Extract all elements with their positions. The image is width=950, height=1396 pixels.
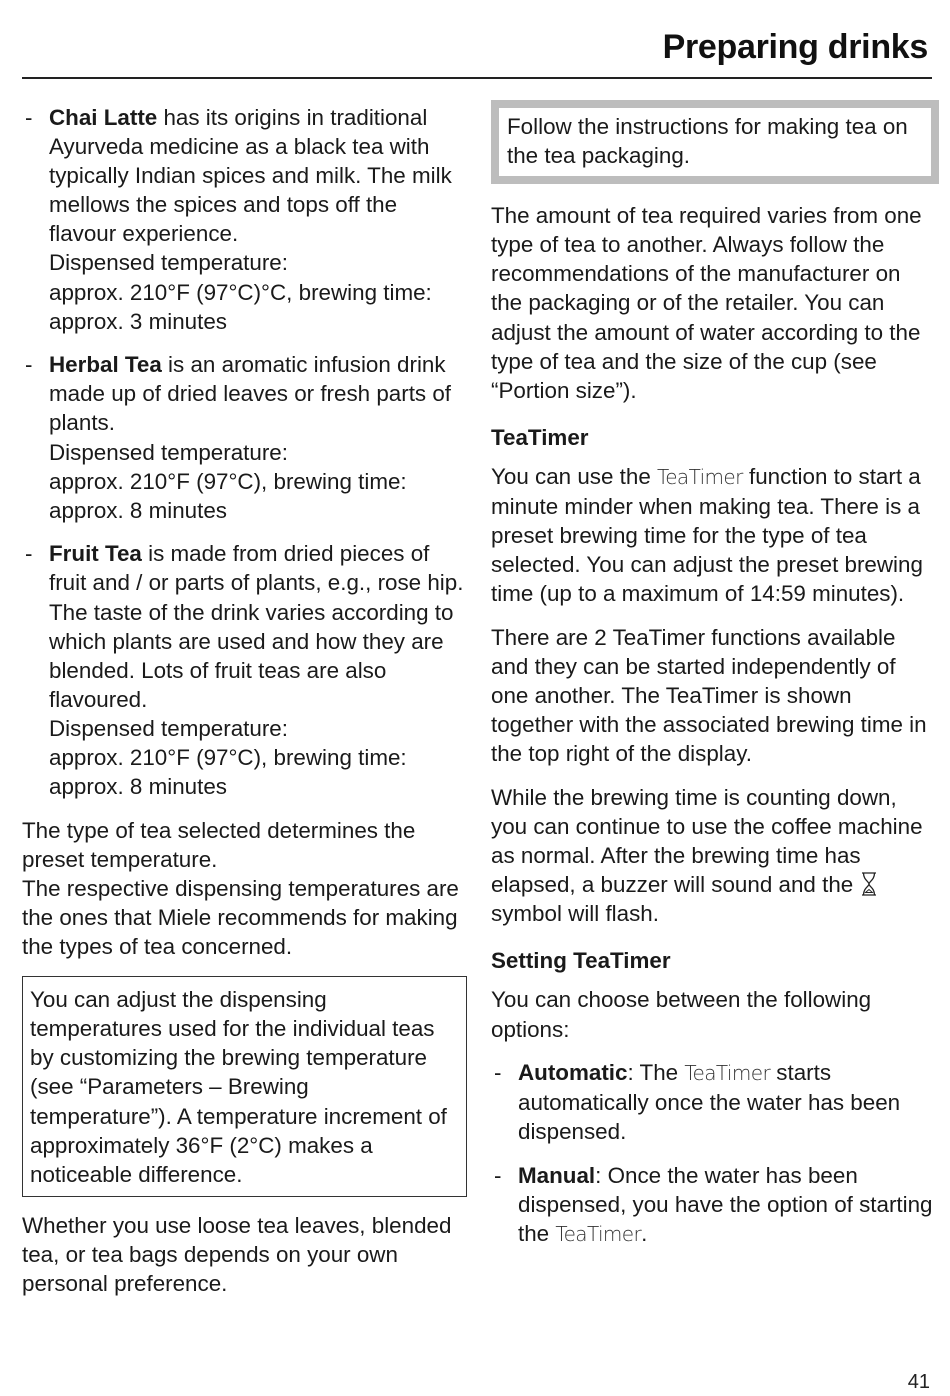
note-box-tea-packaging [491,100,939,184]
tea-item-fruit-tea [22,539,467,801]
temp-value: approx. 210°F (97°C), brewing time: approx. 8 minutes [49,468,407,523]
option-automatic [491,1058,933,1146]
type-selected-paragraph [22,816,467,961]
display-text-teatimer: TeaTimer [555,1222,642,1247]
page-number: 41 [907,1371,930,1393]
page-title: Preparing drinks [662,28,928,66]
list-dash: - [494,1162,502,1188]
tea-name: Herbal Tea [49,352,162,378]
note-box-dispensing-temperatures [22,976,467,1197]
text: function to start a minute minder when making tea. There is a preset brewing time for the type of tea selected. You can adjust the preset brewing time (up to a maximum of 14:59 minutes). [491,463,923,607]
type-selected-line-2: The respective dispensing temperatures are the ones that Miele recommends for making the types of tea concerned. [22,875,459,960]
note-text: You can adjust the dispensing temperatures used for the individual teas by customizing the brewing temperature (see “Parameters – Brewing temperature”). A temperature increment of approximately 36°F (2°C) makes a noticeable difference. [30,987,447,1187]
text: : The [627,1060,685,1086]
tea-name: Fruit Tea [49,541,142,567]
text: While the brewing time is counting down, you can continue to use the coffee machine as normal. After the brewing time has elapsed, a buzzer will sound and the [491,784,923,898]
setting-teatimer-heading: Setting TeaTimer [491,948,671,974]
text: You can use the [491,463,657,489]
text: . [641,1221,648,1247]
right-column [491,103,933,1264]
setting-intro: You can choose between the following options: [491,987,872,1042]
list-dash: - [25,105,33,130]
temp-value: approx. 210°F (97°C), brewing time: approx. 8 minutes [49,744,407,800]
list-dash: - [25,541,33,567]
teatimer-paragraph-2: There are 2 TeaTimer functions available and they can be started independently of one another. The TeaTimer is shown together with the associated brewing time in the top right of the display. [491,624,927,767]
teatimer-heading: TeaTimer [491,424,589,450]
temp-value: approx. 210°F (97°C)°C, brewing time: approx. 3 minutes [49,279,432,334]
preference-paragraph: Whether you use loose tea leaves, blended tea, or tea bags depends on your own personal preference. [22,1213,452,1297]
temp-label: Dispensed temperature: [49,439,288,465]
option-name: Automatic [518,1060,628,1086]
text: : Once the water has been dispensed, you have the option of starting the [518,1162,933,1247]
header-rule [22,77,932,79]
teatimer-paragraph-3 [491,783,933,928]
tea-item-chai-latte [22,103,467,336]
option-name: Manual [518,1162,596,1188]
temp-label: Dispensed temperature: [49,250,288,276]
tea-item-herbal-tea [22,350,467,525]
list-dash: - [25,352,33,378]
tea-description: has its origins in traditional Ayurveda medicine as a black tea with typically Indian spices and milk. The milk mellows the spices and tops off the flavour experience. [49,105,452,247]
text: symbol will flash. [491,901,659,927]
temp-label: Dispensed temperature: [49,715,288,741]
list-dash: - [494,1060,502,1086]
note-text: Follow the instructions for making tea on the tea packaging. [507,114,908,169]
option-manual [491,1161,933,1249]
teatimer-paragraph-1 [491,462,933,608]
text: starts automatically once the water has been dispensed. [518,1060,901,1145]
amount-paragraph: The amount of tea required varies from one type of tea to another. Always follow the recommendations of the manufacturer on the packaging or of the retailer. You can adjust the amount of water according to the type of tea and the size of the cup (see “Portion size”). [491,203,922,403]
left-column [22,103,467,1313]
tea-name: Chai Latte [49,105,158,130]
hourglass-icon [859,871,879,897]
tea-description: is an aromatic infusion drink made up of dried leaves or fresh parts of plants. [49,352,452,436]
display-text-teatimer: TeaTimer [684,1061,771,1086]
tea-description: is made from dried pieces of fruit and / or parts of plants, e.g., rose hip. The taste of the drink varies according to which plants are used and how they are blended. Lots of fruit teas are also flavoured. [49,541,464,712]
display-text-teatimer: TeaTimer [657,464,743,489]
type-selected-line-1: The type of tea selected determines the preset temperature. [22,817,416,872]
